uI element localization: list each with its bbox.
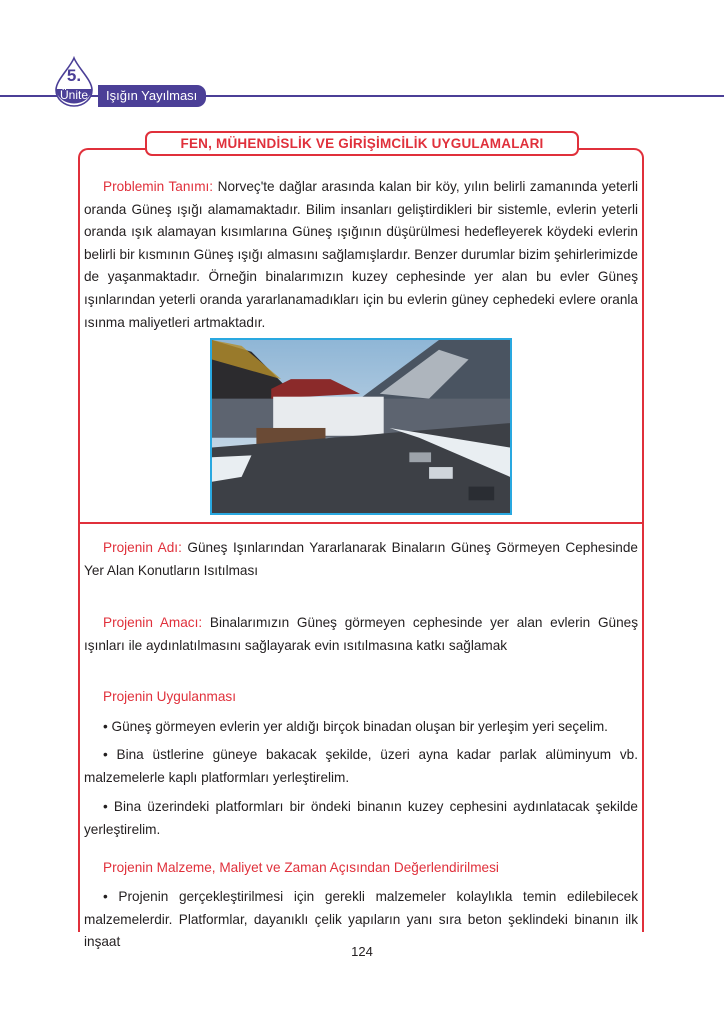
problem-paragraph <box>84 176 638 334</box>
project-name-paragraph <box>84 537 638 582</box>
box-title: FEN, MÜHENDİSLİK VE GİRİŞİMCİLİK UYGULAMALARI <box>145 131 579 156</box>
bullet-item: • Projenin gerçekleştirilmesi için gerekli malzemeler kolaylıkla temin edilebilecek malzemelerdir. Platformlar, dayanıklı çelik yapıların yanı sıra beton şeklindeki binanın ilk inşaat <box>84 889 638 950</box>
problem-text: Norveç'te dağlar arasında kalan bir köy, yılın belirli zamanında yeterli oranda Güneş ışığı alamamaktadır. Bilim insanları geliştirdikleri bir sistemle, evlerin yeterli oranda ışık alamayan kısımlarına Güneş ışığının düşürülmesi hedefleyerek köydeki evlerin belirli bir kısmının Güneş ışığı almasını sağlamışlardır. Benzer durumlar bizim şehirlerimizde de yaşanmaktadır. Örneğin binalarımızın kuzey cephesinde yer alan bu evler Güneş ışınlarından yeterli oranda yararlanamadıkları için bu evlerin güney cephedeki evlere oranla ısınma maliyetleri artmaktadır. <box>84 179 638 330</box>
project-goal-label: Projenin Amacı: <box>103 615 203 630</box>
project-name-text: Güneş Işınlarından Yararlanarak Binaların Güneş Görmeyen Cephesinde Yer Alan Konutların Isıtılması <box>84 540 638 578</box>
project-goal-paragraph <box>84 612 638 657</box>
page-number: 124 <box>351 944 373 959</box>
evaluation-heading: Projenin Malzeme, Maliyet ve Zaman Açısından Değerlendirilmesi <box>103 860 499 875</box>
photo-image <box>212 340 510 513</box>
unit-number: 5. <box>66 66 82 85</box>
project-name-label: Projenin Adı: <box>103 540 182 555</box>
bullet-item: • Bina üstlerine güneye bakacak şekilde, üzeri ayna kadar parlak alüminyum vb. malzemelerle kaplı platformları yerleştirelim. <box>84 747 638 785</box>
village-photo <box>210 338 512 515</box>
project-goal-text: Binalarımızın Güneş görmeyen cephesinde yer alan evlerin Güneş ışınları ile aydınlatılmasını sağlayarak evin ısıtılmasına katkı sağlamak <box>84 615 638 653</box>
implementation-heading: Projenin Uygulanması <box>103 689 236 704</box>
unit-label: Ünite <box>59 88 88 102</box>
bullet-item: • Bina üzerindeki platformları bir öndeki binanın kuzey cephesini aydınlatacak şekilde yerleştirelim. <box>84 799 638 837</box>
bullet-item: • Güneş görmeyen evlerin yer aldığı birçok binadan oluşan bir yerleşim yeri seçelim. <box>103 719 608 734</box>
problem-label: Problemin Tanımı: <box>103 179 214 194</box>
chapter-title: Işığın Yayılması <box>98 85 206 107</box>
section-divider <box>78 522 644 524</box>
